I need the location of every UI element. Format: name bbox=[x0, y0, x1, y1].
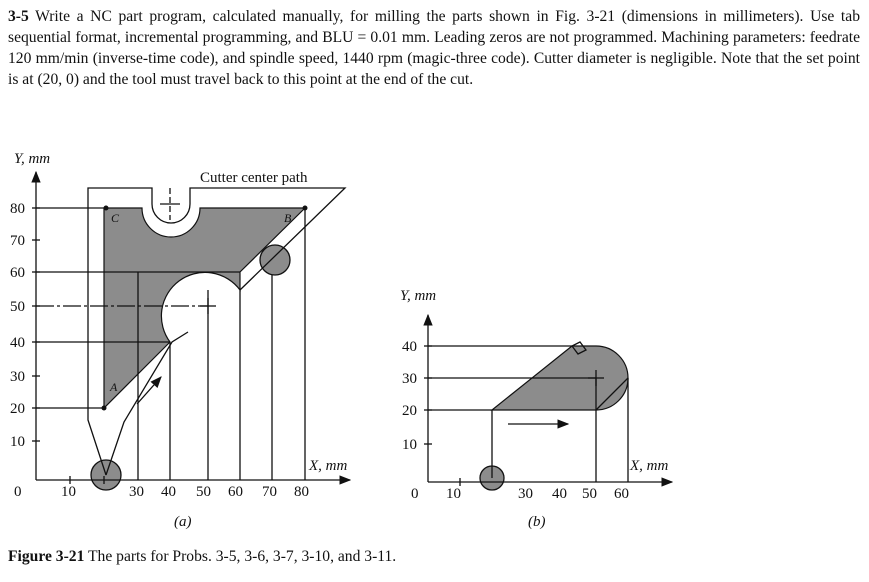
caption-label: Figure 3-21 bbox=[8, 548, 85, 565]
y-tick-10-b: 10 bbox=[402, 437, 417, 453]
x-tick-50: 50 bbox=[196, 484, 211, 500]
y-tick-40: 40 bbox=[10, 335, 25, 351]
y-tick-0: 0 bbox=[14, 484, 22, 500]
point-label-a: A bbox=[110, 380, 118, 394]
x-tick-60: 60 bbox=[228, 484, 243, 500]
y-tick-50: 50 bbox=[10, 299, 25, 315]
figure-caption bbox=[8, 548, 396, 566]
sub-label-b: (b) bbox=[528, 514, 546, 530]
x-axis-label-b: X, mm bbox=[630, 458, 669, 474]
y-tick-10: 10 bbox=[10, 434, 25, 450]
problem-text: Write a NC part program, calculated manually, for milling the parts shown in Fig. 3-21 (dimensions in millimeters). Use tab sequential format, incremental programming, and BLU = 0.01 mm. Leading zeros are not programmed. Machining parameters: feedrate 120 mm/min (inverse-time code), and spindle speed, 1440 rpm (magic-three code). Cutter diameter is negligible. Note that the set point is at (20, 0) and the tool must travel back to this point at the end of the cut. bbox=[8, 8, 860, 88]
y-tick-70: 70 bbox=[10, 233, 25, 249]
x-tick-60-b: 60 bbox=[614, 486, 629, 502]
caption-text: The parts for Probs. 3-5, 3-6, 3-7, 3-10, and 3-11. bbox=[88, 548, 397, 565]
x-tick-40-b: 40 bbox=[552, 486, 567, 502]
y-tick-40-b: 40 bbox=[402, 339, 417, 355]
y-tick-20-b: 20 bbox=[402, 403, 417, 419]
y-tick-30-b: 30 bbox=[402, 371, 417, 387]
part-a-shape bbox=[104, 208, 305, 408]
x-tick-10: 10 bbox=[61, 484, 76, 500]
point-b-marker bbox=[303, 206, 308, 211]
sub-label-a: (a) bbox=[174, 514, 192, 530]
x-tick-70: 70 bbox=[262, 484, 277, 500]
x-tick-10-b: 10 bbox=[446, 486, 461, 502]
x-tick-40: 40 bbox=[161, 484, 176, 500]
path-label-a: Cutter center path bbox=[200, 170, 308, 186]
x-axis-label-a: X, mm bbox=[309, 458, 348, 474]
y-tick-80: 80 bbox=[10, 201, 25, 217]
point-c-marker bbox=[104, 206, 109, 211]
figure-a bbox=[32, 172, 350, 490]
problem-number: 3-5 bbox=[8, 8, 29, 25]
y-tick-30: 30 bbox=[10, 369, 25, 385]
y-axis-label-b: Y, mm bbox=[400, 288, 437, 304]
y-tick-0-b: 0 bbox=[411, 486, 419, 502]
x-tick-30-b: 30 bbox=[518, 486, 533, 502]
x-tick-50-b: 50 bbox=[582, 486, 597, 502]
point-label-b: B bbox=[284, 211, 292, 225]
y-axis-label-a: Y, mm bbox=[14, 151, 51, 167]
y-tick-60: 60 bbox=[10, 265, 25, 281]
point-label-c: C bbox=[111, 211, 120, 225]
cutter-circle-b bbox=[260, 245, 290, 275]
x-tick-80: 80 bbox=[294, 484, 309, 500]
y-tick-20: 20 bbox=[10, 401, 25, 417]
x-tick-30: 30 bbox=[129, 484, 144, 500]
point-a-marker bbox=[102, 406, 107, 411]
